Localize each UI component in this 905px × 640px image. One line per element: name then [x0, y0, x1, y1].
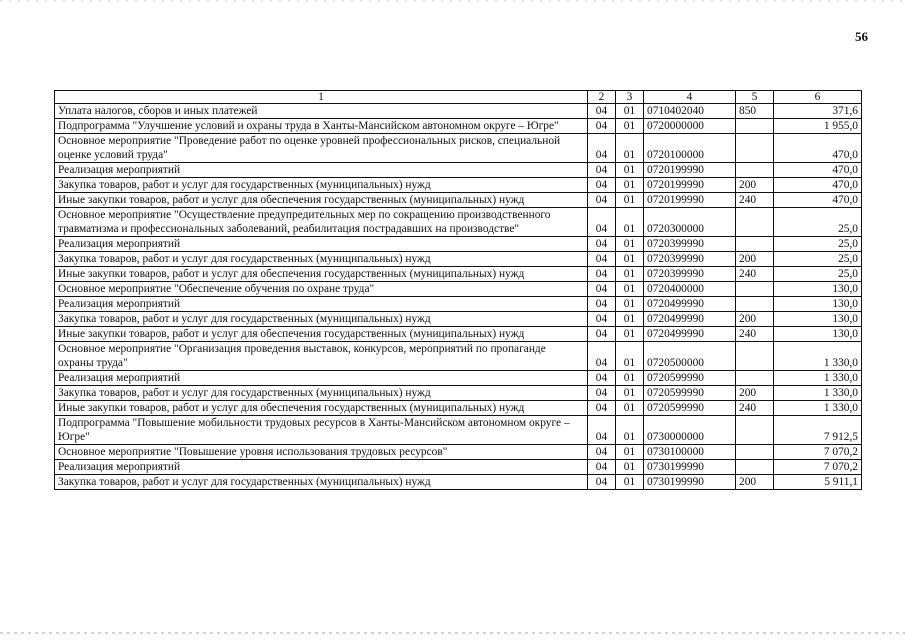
- table-row: [55, 252, 862, 267]
- cell-section: 04: [588, 208, 616, 237]
- cell-amount: 371,6: [774, 104, 862, 119]
- cell-expense-type: 240: [736, 327, 774, 342]
- cell-amount: 1 330,0: [774, 401, 862, 416]
- cell-name: Подпрограмма "Повышение мобильности трудовых ресурсов в Ханты-Мансийском автономном округе – Югре": [55, 416, 588, 445]
- cell-section: 04: [588, 445, 616, 460]
- cell-name: Закупка товаров, работ и услуг для государственных (муниципальных) нужд: [55, 312, 588, 327]
- cell-name: Иные закупки товаров, работ и услуг для обеспечения государственных (муниципальных) нужд: [55, 401, 588, 416]
- table-row: [55, 416, 862, 445]
- cell-expense-type: [736, 237, 774, 252]
- cell-name: Иные закупки товаров, работ и услуг для обеспечения государственных (муниципальных) нужд: [55, 267, 588, 282]
- cell-target-article: 0720199990: [644, 163, 736, 178]
- cell-subsection: 01: [616, 327, 644, 342]
- cell-section: 04: [588, 178, 616, 193]
- cell-amount: 470,0: [774, 193, 862, 208]
- cell-amount: 1 330,0: [774, 386, 862, 401]
- cell-subsection: 01: [616, 208, 644, 237]
- cell-expense-type: [736, 445, 774, 460]
- cell-name: Реализация мероприятий: [55, 460, 588, 475]
- cell-expense-type: 850: [736, 104, 774, 119]
- cell-subsection: 01: [616, 416, 644, 445]
- cell-name: Основное мероприятие "Обеспечение обучения по охране труда": [55, 282, 588, 297]
- cell-target-article: 0730199990: [644, 460, 736, 475]
- table-row: [55, 237, 862, 252]
- cell-name: Основное мероприятие "Организация проведения выставок, конкурсов, мероприятий по пропаганде охраны труда": [55, 342, 588, 371]
- cell-subsection: 01: [616, 475, 644, 490]
- cell-expense-type: [736, 342, 774, 371]
- table-row: [55, 119, 862, 134]
- cell-section: 04: [588, 312, 616, 327]
- cell-target-article: 0730100000: [644, 445, 736, 460]
- cell-name: Иные закупки товаров, работ и услуг для обеспечения государственных (муниципальных) нужд: [55, 327, 588, 342]
- cell-name: Закупка товаров, работ и услуг для государственных (муниципальных) нужд: [55, 178, 588, 193]
- cell-expense-type: [736, 371, 774, 386]
- cell-expense-type: [736, 460, 774, 475]
- cell-name: Закупка товаров, работ и услуг для государственных (муниципальных) нужд: [55, 386, 588, 401]
- cell-subsection: 01: [616, 312, 644, 327]
- table-row: [55, 267, 862, 282]
- cell-subsection: 01: [616, 134, 644, 163]
- cell-subsection: 01: [616, 401, 644, 416]
- cell-target-article: 0720399990: [644, 252, 736, 267]
- cell-amount: 7 070,2: [774, 460, 862, 475]
- cell-expense-type: 200: [736, 252, 774, 267]
- table-row: [55, 297, 862, 312]
- cell-subsection: 01: [616, 104, 644, 119]
- cell-target-article: 0720499990: [644, 312, 736, 327]
- header-cell-expense-type: 5: [736, 91, 774, 104]
- cell-expense-type: [736, 416, 774, 445]
- cell-name: Уплата налогов, сборов и иных платежей: [55, 104, 588, 119]
- cell-target-article: 0730000000: [644, 416, 736, 445]
- cell-section: 04: [588, 460, 616, 475]
- cell-amount: 25,0: [774, 267, 862, 282]
- cell-name: Реализация мероприятий: [55, 371, 588, 386]
- table-row: [55, 475, 862, 490]
- cell-expense-type: 200: [736, 386, 774, 401]
- header-cell-amount: 6: [774, 91, 862, 104]
- cell-name: Закупка товаров, работ и услуг для государственных (муниципальных) нужд: [55, 252, 588, 267]
- cell-expense-type: 200: [736, 475, 774, 490]
- cell-section: 04: [588, 416, 616, 445]
- cell-target-article: 0720199990: [644, 178, 736, 193]
- cell-section: 04: [588, 386, 616, 401]
- cell-section: 04: [588, 119, 616, 134]
- cell-subsection: 01: [616, 119, 644, 134]
- cell-expense-type: [736, 208, 774, 237]
- cell-name: Основное мероприятие "Повышение уровня использования трудовых ресурсов": [55, 445, 588, 460]
- table-row: [55, 104, 862, 119]
- cell-expense-type: 240: [736, 193, 774, 208]
- table-row: [55, 134, 862, 163]
- cell-name: Реализация мероприятий: [55, 297, 588, 312]
- cell-amount: 470,0: [774, 163, 862, 178]
- cell-target-article: 0720399990: [644, 267, 736, 282]
- cell-section: 04: [588, 401, 616, 416]
- cell-target-article: 0720599990: [644, 371, 736, 386]
- cell-target-article: 0720300000: [644, 208, 736, 237]
- cell-expense-type: [736, 134, 774, 163]
- cell-amount: 130,0: [774, 297, 862, 312]
- cell-amount: 130,0: [774, 282, 862, 297]
- cell-section: 04: [588, 193, 616, 208]
- cell-target-article: 0720499990: [644, 327, 736, 342]
- table-header-row: [55, 91, 862, 104]
- cell-subsection: 01: [616, 178, 644, 193]
- page-number: 56: [855, 29, 868, 44]
- cell-amount: 5 911,1: [774, 475, 862, 490]
- table-body: [55, 104, 862, 490]
- cell-expense-type: 240: [736, 267, 774, 282]
- header-cell-target-article: 4: [644, 91, 736, 104]
- cell-expense-type: [736, 163, 774, 178]
- cell-amount: 470,0: [774, 178, 862, 193]
- cell-name: Основное мероприятие "Проведение работ по оценке уровней профессиональных рисков, специальной оценке условий труда": [55, 134, 588, 163]
- cell-section: 04: [588, 104, 616, 119]
- table-row: [55, 163, 862, 178]
- cell-amount: 7 070,2: [774, 445, 862, 460]
- cell-subsection: 01: [616, 371, 644, 386]
- cell-name: Реализация мероприятий: [55, 163, 588, 178]
- cell-section: 04: [588, 163, 616, 178]
- table-row: [55, 401, 862, 416]
- header-cell-section: 2: [588, 91, 616, 104]
- budget-table: [54, 90, 862, 490]
- cell-target-article: 0710402040: [644, 104, 736, 119]
- cell-target-article: 0720100000: [644, 134, 736, 163]
- cell-target-article: 0720199990: [644, 193, 736, 208]
- scan-edge-bottom: [0, 632, 905, 634]
- cell-section: 04: [588, 475, 616, 490]
- table-row: [55, 327, 862, 342]
- cell-target-article: 0720400000: [644, 282, 736, 297]
- table-row: [55, 178, 862, 193]
- cell-section: 04: [588, 267, 616, 282]
- cell-amount: 1 955,0: [774, 119, 862, 134]
- cell-subsection: 01: [616, 252, 644, 267]
- table-row: [55, 193, 862, 208]
- scan-edge-top: [0, 0, 905, 2]
- cell-subsection: 01: [616, 193, 644, 208]
- cell-section: 04: [588, 342, 616, 371]
- cell-expense-type: 200: [736, 178, 774, 193]
- table-row: [55, 312, 862, 327]
- cell-target-article: 0720599990: [644, 401, 736, 416]
- header-cell-name: 1: [55, 91, 588, 104]
- cell-expense-type: 240: [736, 401, 774, 416]
- cell-section: 04: [588, 282, 616, 297]
- table-row: [55, 342, 862, 371]
- cell-name: Иные закупки товаров, работ и услуг для обеспечения государственных (муниципальных) нужд: [55, 193, 588, 208]
- cell-amount: 7 912,5: [774, 416, 862, 445]
- header-cell-subsection: 3: [616, 91, 644, 104]
- cell-expense-type: [736, 297, 774, 312]
- cell-section: 04: [588, 237, 616, 252]
- cell-name: Реализация мероприятий: [55, 237, 588, 252]
- cell-target-article: 0720599990: [644, 386, 736, 401]
- table-row: [55, 445, 862, 460]
- cell-amount: 1 330,0: [774, 342, 862, 371]
- cell-name: Основное мероприятие "Осуществление предупредительных мер по сокращению производственного травматизма и профессиональных заболеваний, реабилитация пострадавших на производстве": [55, 208, 588, 237]
- table-row: [55, 282, 862, 297]
- cell-amount: 130,0: [774, 312, 862, 327]
- cell-expense-type: [736, 282, 774, 297]
- cell-section: 04: [588, 327, 616, 342]
- table-row: [55, 386, 862, 401]
- cell-target-article: 0730199990: [644, 475, 736, 490]
- cell-subsection: 01: [616, 460, 644, 475]
- cell-expense-type: 200: [736, 312, 774, 327]
- cell-section: 04: [588, 297, 616, 312]
- cell-amount: 130,0: [774, 327, 862, 342]
- cell-subsection: 01: [616, 163, 644, 178]
- cell-subsection: 01: [616, 282, 644, 297]
- table-row: [55, 460, 862, 475]
- cell-subsection: 01: [616, 267, 644, 282]
- cell-amount: 470,0: [774, 134, 862, 163]
- table-row: [55, 371, 862, 386]
- cell-amount: 25,0: [774, 208, 862, 237]
- cell-subsection: 01: [616, 445, 644, 460]
- cell-target-article: 0720000000: [644, 119, 736, 134]
- cell-section: 04: [588, 134, 616, 163]
- cell-expense-type: [736, 119, 774, 134]
- cell-amount: 25,0: [774, 237, 862, 252]
- cell-name: Подпрограмма "Улучшение условий и охраны труда в Ханты-Мансийском автономном округе – Югре": [55, 119, 588, 134]
- cell-target-article: 0720399990: [644, 237, 736, 252]
- cell-subsection: 01: [616, 297, 644, 312]
- cell-subsection: 01: [616, 342, 644, 371]
- cell-subsection: 01: [616, 386, 644, 401]
- cell-name: Закупка товаров, работ и услуг для государственных (муниципальных) нужд: [55, 475, 588, 490]
- cell-section: 04: [588, 371, 616, 386]
- cell-target-article: 0720500000: [644, 342, 736, 371]
- table-row: [55, 208, 862, 237]
- cell-section: 04: [588, 252, 616, 267]
- cell-amount: 25,0: [774, 252, 862, 267]
- cell-target-article: 0720499990: [644, 297, 736, 312]
- cell-subsection: 01: [616, 237, 644, 252]
- cell-amount: 1 330,0: [774, 371, 862, 386]
